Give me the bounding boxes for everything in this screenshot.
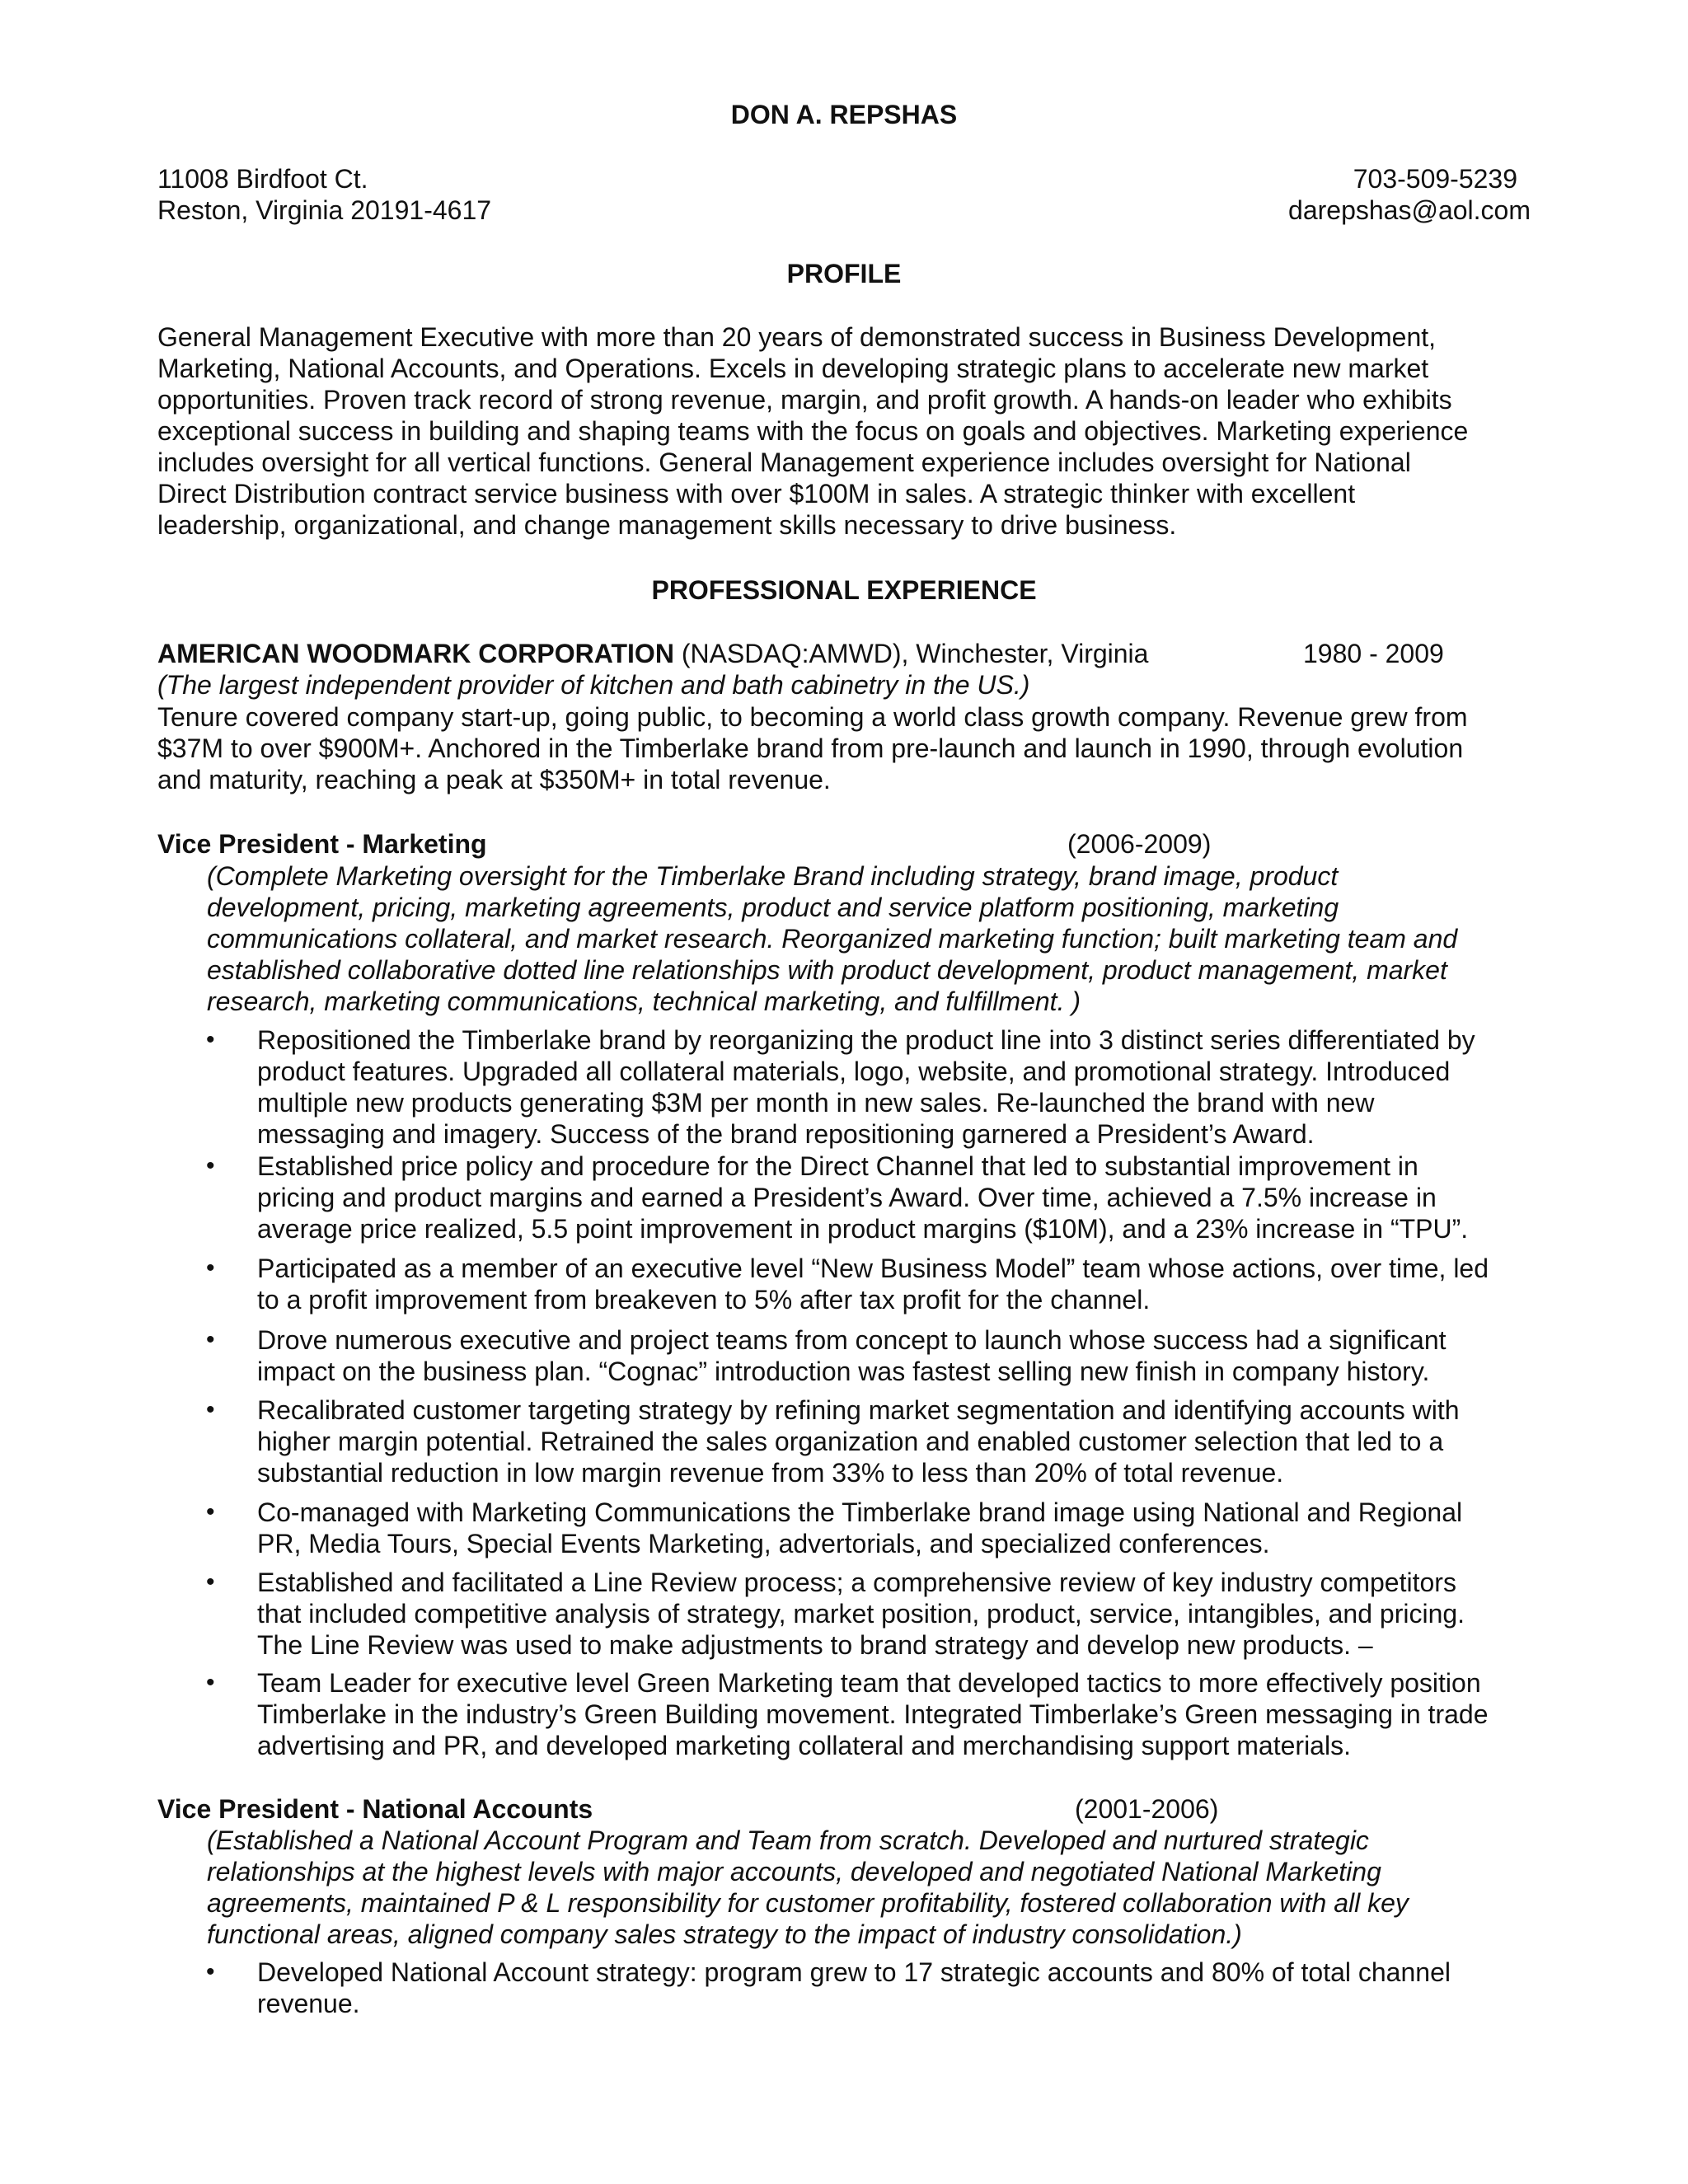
- bullet-line: Drove numerous executive and project teams from concept to launch whose success had a significant: [257, 1325, 1447, 1355]
- company-tagline: (The largest independent provider of kitchen and bath cabinetry in the US.): [157, 670, 1030, 700]
- bullet-line: Repositioned the Timberlake brand by reorganizing the product line into 3 distinct series differentiated by: [257, 1025, 1475, 1055]
- bullet-line: revenue.: [257, 1989, 360, 2018]
- description-line: research, marketing communications, technical marketing, and fulfillment. ): [207, 987, 1081, 1016]
- bullet-line: product features. Upgraded all collateral materials, logo, website, and promotional strategy. Introduced: [257, 1057, 1451, 1086]
- bullet-icon: •: [206, 1254, 215, 1282]
- profile-line: leadership, organizational, and change management skills necessary to drive business.: [157, 510, 1177, 540]
- description-line: (Established a National Account Program and Team from scratch. Developed and nurtured strategic: [207, 1825, 1369, 1855]
- address-line1: 11008 Birdfoot Ct.: [157, 164, 368, 194]
- bullet-line: Co-managed with Marketing Communications the Timberlake brand image using National and Regional: [257, 1497, 1463, 1527]
- company-line: [157, 638, 1148, 669]
- description-line: functional areas, aligned company sales strategy to the impact of industry consolidation.): [207, 1919, 1242, 1949]
- bullet-line: advertising and PR, and developed marketing collateral and merchandising support materials.: [257, 1731, 1351, 1760]
- company-name: AMERICAN WOODMARK CORPORATION: [157, 639, 674, 668]
- address-line2: Reston, Virginia 20191-4617: [157, 195, 492, 225]
- bullet-icon: •: [206, 1568, 215, 1596]
- bullet-line: Timberlake in the industry’s Green Building movement. Integrated Timberlake’s Green messaging in trade: [257, 1699, 1489, 1729]
- bullet-line: impact on the business plan. “Cognac” introduction was fastest selling new finish in company history.: [257, 1357, 1430, 1386]
- bullet-line: The Line Review was used to make adjustments to brand strategy and develop new products. –: [257, 1630, 1373, 1660]
- role-description: [207, 1825, 1409, 1950]
- bullet-icon: •: [206, 1026, 215, 1053]
- bullet-line: Recalibrated customer targeting strategy by refining market segmentation and identifying accounts with: [257, 1395, 1460, 1425]
- bullet-line: average price realized, 5.5 point improvement in product margins ($10M), and a 23% increase in “TPU”.: [257, 1214, 1469, 1244]
- description-line: development, pricing, marketing agreements, product and service platform positioning, marketing: [207, 893, 1339, 922]
- profile-line: exceptional success in building and shaping teams with the focus on goals and objectives. Marketing experience: [157, 416, 1469, 446]
- company-summary: [157, 701, 1468, 795]
- bullet-icon: •: [206, 1152, 215, 1179]
- bullet-icon: •: [206, 1669, 215, 1696]
- description-line: agreements, maintained P & L responsibility for customer profitability, fostered collaboration with all key: [207, 1888, 1409, 1918]
- company-years: 1980 - 2009: [1303, 639, 1444, 668]
- description-line: established collaborative dotted line relationships with product development, product management, market: [207, 955, 1447, 985]
- profile-paragraph: [157, 321, 1468, 541]
- candidate-name: DON A. REPSHAS: [730, 100, 958, 129]
- bullet-line: that included competitive analysis of strategy, market position, product, service, intangibles, and pricing.: [257, 1599, 1465, 1629]
- bullet-line: Participated as a member of an executive level “New Business Model” team whose actions, over time, led: [257, 1254, 1489, 1283]
- bullet-line: Established price policy and procedure for the Direct Channel that led to substantial improvement in: [257, 1151, 1418, 1181]
- description-line: relationships at the highest levels with major accounts, developed and negotiated National Marketing: [207, 1857, 1381, 1886]
- company-detail: (NASDAQ:AMWD), Winchester, Virginia: [673, 639, 1149, 668]
- bullet-line: substantial reduction in low margin revenue from 33% to less than 20% of total revenue.: [257, 1458, 1284, 1488]
- bullet-line: multiple new products generating $3M per month in new sales. Re-launched the brand with new: [257, 1088, 1375, 1118]
- profile-line: includes oversight for all vertical functions. General Management experience includes oversight for National: [157, 448, 1411, 477]
- bullet-line: to a profit improvement from breakeven to 5% after tax profit for the channel.: [257, 1285, 1151, 1315]
- bullet-icon: •: [206, 1498, 215, 1526]
- role-title: Vice President - National Accounts: [157, 1794, 593, 1824]
- profile-heading: PROFILE: [786, 259, 902, 288]
- role-years: (2006-2009): [1067, 829, 1212, 859]
- email-address: darepshas@aol.com: [1288, 195, 1531, 225]
- profile-line: opportunities. Proven track record of strong revenue, margin, and profit growth. A hands-on leader who exhibits: [157, 385, 1452, 415]
- bullet-line: Established and facilitated a Line Review process; a comprehensive review of key industry competitors: [257, 1568, 1456, 1597]
- summary-line: $37M to over $900M+. Anchored in the Timberlake brand from pre-launch and launch in 1990, through evolution: [157, 733, 1464, 763]
- profile-line: Direct Distribution contract service business with over $100M in sales. A strategic thinker with excellent: [157, 479, 1356, 509]
- summary-line: and maturity, reaching a peak at $350M+ in total revenue.: [157, 765, 831, 794]
- role-years: (2001-2006): [1075, 1794, 1219, 1824]
- role-description: [207, 860, 1457, 1017]
- role-title: Vice President - Marketing: [157, 829, 487, 859]
- bullet-line: higher margin potential. Retrained the sales organization and enabled customer selection that led to a: [257, 1427, 1444, 1456]
- bullet-line: Developed National Account strategy: program grew to 17 strategic accounts and 80% of total channel: [257, 1957, 1451, 1987]
- bullet-line: Team Leader for executive level Green Marketing team that developed tactics to more effectively position: [257, 1668, 1481, 1698]
- bullet-line: pricing and product margins and earned a President’s Award. Over time, achieved a 7.5% increase in: [257, 1183, 1437, 1212]
- summary-line: Tenure covered company start-up, going public, to becoming a world class growth company. Revenue grew from: [157, 702, 1468, 732]
- bullet-icon: •: [206, 1958, 215, 1985]
- profile-line: General Management Executive with more than 20 years of demonstrated success in Business Development,: [157, 322, 1437, 352]
- phone-number: 703-509-5239: [1353, 164, 1517, 194]
- profile-line: Marketing, National Accounts, and Operations. Excels in developing strategic plans to accelerate new market: [157, 354, 1429, 383]
- bullet-icon: •: [206, 1326, 215, 1353]
- description-line: communications collateral, and market research. Reorganized marketing function; built marketing team and: [207, 924, 1458, 954]
- experience-heading: PROFESSIONAL EXPERIENCE: [651, 575, 1037, 605]
- bullet-icon: •: [206, 1396, 215, 1423]
- bullet-line: messaging and imagery. Success of the brand repositioning garnered a President’s Award.: [257, 1119, 1315, 1149]
- description-line: (Complete Marketing oversight for the Timberlake Brand including strategy, brand image, product: [207, 861, 1339, 891]
- bullet-line: PR, Media Tours, Special Events Marketing, advertorials, and specialized conferences.: [257, 1529, 1270, 1558]
